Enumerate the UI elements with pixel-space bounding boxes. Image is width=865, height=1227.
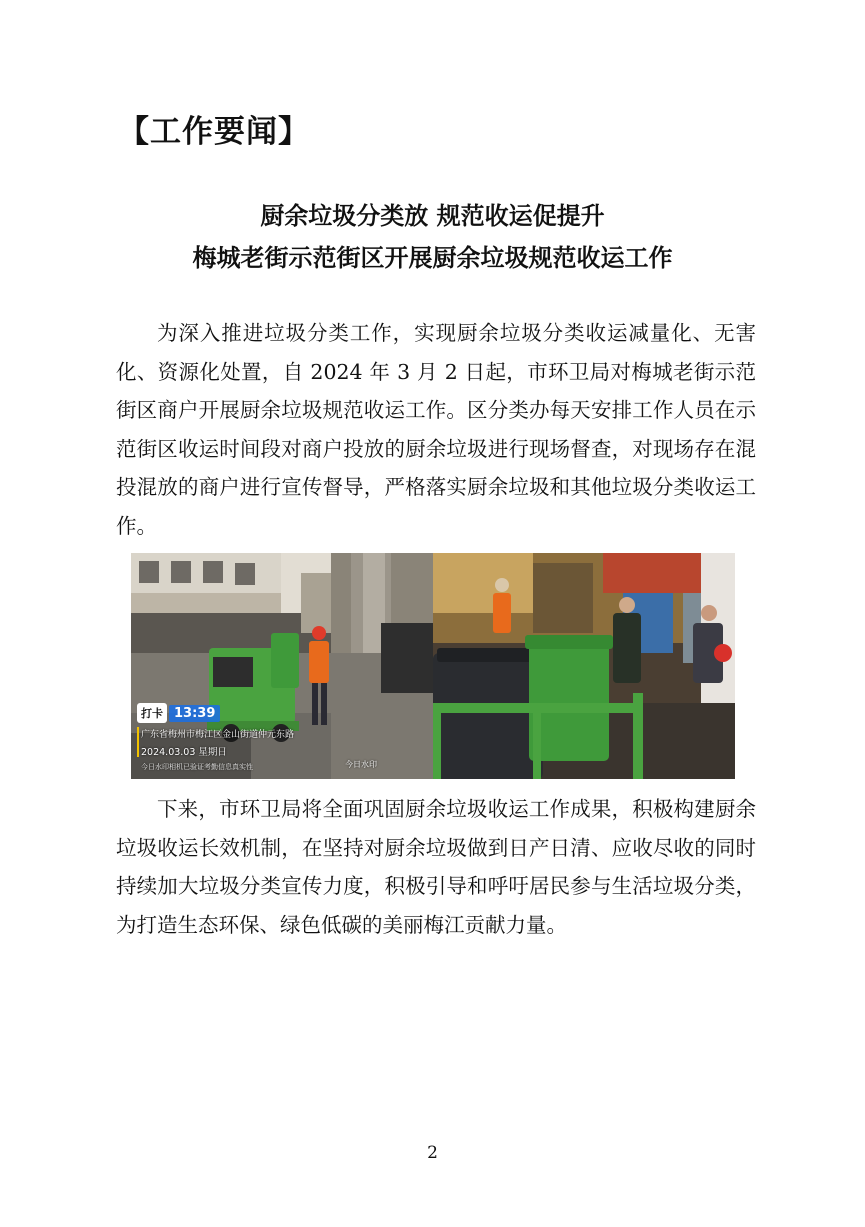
photo-collection-truck: [131, 553, 433, 779]
clock-in-badge: 打卡: [137, 703, 167, 723]
stamp-date: 2024.03.03 星期日: [141, 747, 227, 758]
page-number: 2: [427, 1143, 438, 1163]
stamp-accent-bar: [137, 727, 139, 757]
article-title-line1: 厨余垃圾分类放 规范收运促提升: [260, 202, 605, 230]
watermark-label: 今日水印: [345, 760, 377, 769]
clock-in-stamp: [137, 703, 220, 723]
photo-bin-inspection: [433, 553, 735, 779]
article-title-line2: 梅城老街示范街区开展厨余垃圾规范收运工作: [192, 244, 673, 272]
clock-in-time: 13:39: [169, 705, 220, 722]
article-paragraph-1: 为深入推进垃圾分类工作，实现厨余垃圾分类收运减量化、无害化、资源化处置，自 2024 年 3 月 2 日起，市环卫局对梅城老街示范街区商户开展厨余垃圾规范收运工作。区分类办每天安排工作人员在示范街区收运时间段对商户投放的厨余垃圾进行现场督查，对现场存在混投混放的商户进行宣传督导，严格落实厨余垃圾和其他垃圾分类收运工作。: [116, 321, 756, 538]
photo-strip: [131, 553, 735, 779]
stamp-location: 广东省梅州市梅江区金山街道仲元东路: [141, 730, 295, 740]
article-paragraph-2: 下来，市环卫局将全面巩固厨余垃圾收运工作成果，积极构建厨余垃圾收运长效机制，在坚持对厨余垃圾做到日产日清、应收尽收的同时持续加大垃圾分类宣传力度，积极引导和呼吁居民参与生活垃圾分类，为打造生态环保、绿色低碳的美丽梅江贡献力量。: [116, 797, 756, 937]
section-heading: 【工作要闻】: [118, 114, 310, 150]
stamp-footnote: 今日水印相机已验证考勤信息真实性: [141, 763, 253, 771]
